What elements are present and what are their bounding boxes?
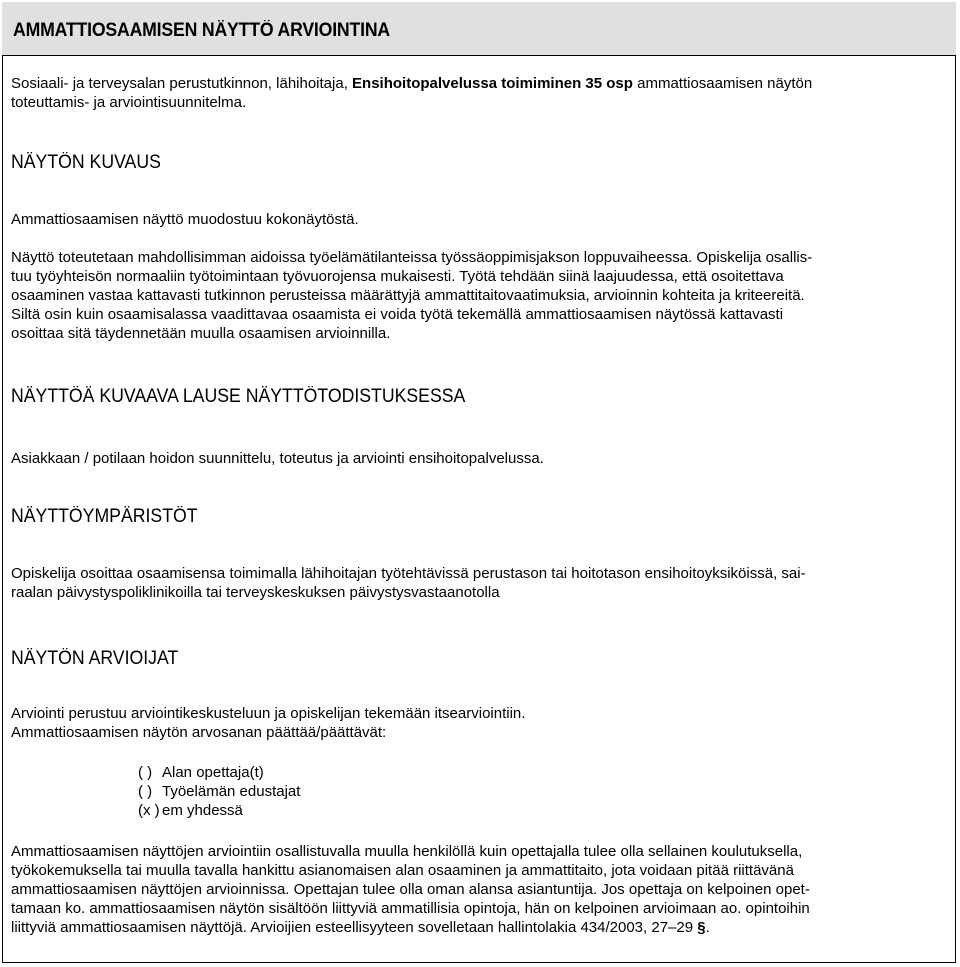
end-period: . [705, 919, 710, 936]
heading-lause: NÄYTTÖÄ KUVAAVA LAUSE NÄYTTÖTODISTUKSESSA [11, 386, 466, 407]
text-line: tuu työyhteisön normaaliin työtoimintaan työvuorojensa mukaisesti. Työtä tehdään siinä laajuudessa, että osoitettava [11, 268, 784, 285]
intro-line2: toteuttamis- ja arviointisuunnitelma. [11, 94, 247, 111]
heading-arvioijat: NÄYTÖN ARVIOIJAT [11, 648, 179, 669]
arvioijat-line-1: Arviointi perustuu arviointikeskusteluun ja opiskelijan tekemään itsearviointiin. [11, 705, 526, 722]
text-line: Opiskelija osoittaa osaamisensa toimimalla lähihoitajan työtehtävissä perustason tai hoitotason ensihoitoyksiköissä, sai- [11, 565, 806, 582]
checkbox-mark: (x ) [138, 802, 160, 819]
lause-text: Asiakkaan / potilaan hoidon suunnittelu, toteutus ja arviointi ensihoitopalvelussa. [11, 450, 544, 467]
text-line: työkokemuksella tai muulla tavalla hankittu asianomaisen alan osaaminen ja ammattitaito, jota voidaan pitää riittävänä [11, 862, 794, 879]
text-line: ammattiosaamisen näyttöjen arvioinnissa. Opettajan tulee olla oman alansa asiantuntija. Jos opettaja on kelpoinen opet- [11, 881, 810, 898]
last-line-text: liittyviä ammattiosaamisen näyttöjä. Arvioijien esteellisyyteen sovelletaan hallintolakia 434/2003, 27–29 [11, 919, 698, 936]
document-title: AMMATTIOSAAMISEN NÄYTTÖ ARVIOINTINA [13, 20, 390, 41]
text-line: Näyttö toteutetaan mahdollisimman aidoissa työelämätilanteissa työssäoppimisjakson loppuvaiheessa. Opiskelija osallis- [11, 249, 813, 266]
ymparistot-paragraph [11, 564, 946, 602]
option-em-yhdessa [138, 801, 243, 820]
text-line: osoittaa sitä täydennetään muulla osaamisen arvioinnilla. [11, 325, 391, 342]
arvioijat-line-2: Ammattiosaamisen näytön arvosanan päättää/päättävät: [11, 724, 387, 741]
text-line: raalan päivystyspoliklinikoilla tai terveyskeskuksen päivystysvastaanotolla [11, 584, 500, 601]
heading-naytön-kuvaus: NÄYTÖN KUVAUS [11, 152, 161, 173]
kuvaus-paragraph-2 [11, 248, 946, 343]
option-label: Työelämän edustajat [162, 783, 301, 800]
option-tyoelaman-edustajat [138, 782, 300, 801]
option-alan-opettaja [138, 763, 264, 782]
section-sign: § [697, 919, 706, 936]
checkbox-mark: ( ) [138, 783, 153, 800]
option-label: Alan opettaja(t) [162, 764, 264, 781]
intro-paragraph [11, 74, 946, 112]
arvioijat-final-paragraph [11, 842, 946, 937]
text-line: Siltä osin kuin osaamisalassa vaadittavaa osaamista ei voida työtä tekemällä ammattiosaamisen näytössä kattavasti [11, 306, 784, 323]
intro-prefix: Sosiaali- ja terveysalan perustutkinnon, lähihoitaja, [11, 75, 353, 92]
intro-bold-unit: Ensihoitopalvelussa toimiminen 35 osp [352, 75, 633, 92]
intro-suffix: ammattiosaamisen näytön [632, 75, 813, 92]
text-line: osaaminen vastaa kattavasti tutkinnon perusteissa määrättyjä ammattitaitovaatimuksia, arvioinnin kohteita ja kriteereitä. [11, 287, 805, 304]
option-label: em yhdessä [162, 802, 243, 819]
heading-ymparistot: NÄYTTÖYMPÄRISTÖT [11, 506, 198, 527]
kuvaus-paragraph-1: Ammattiosaamisen näyttö muodostuu kokonäytöstä. [11, 211, 359, 228]
text-line [11, 918, 946, 937]
text-line: tamaan ko. ammattiosaamisen näytön sisältöön liittyviä ammatillisia opintoja, hän on kelpoinen arvioimaan ao. opintoihin [11, 900, 810, 917]
title-bar [2, 2, 956, 56]
checkbox-mark: ( ) [138, 764, 153, 781]
text-line: Ammattiosaamisen näyttöjen arviointiin osallistuvalla muulla henkilöllä kuin opettajalla tulee olla sellainen koulutuksella, [11, 843, 803, 860]
